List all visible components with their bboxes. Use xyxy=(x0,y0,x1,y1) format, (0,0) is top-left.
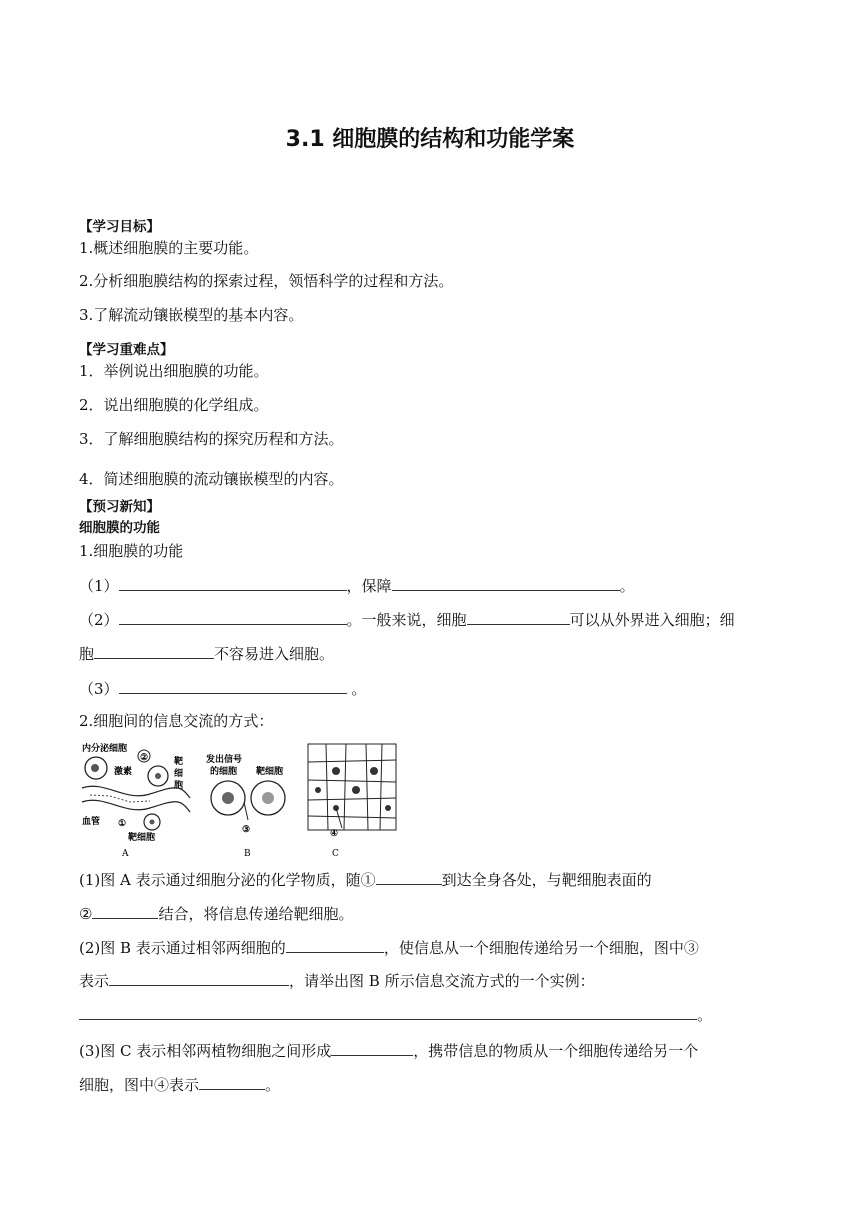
answer-blank[interactable] xyxy=(92,903,158,919)
objective-item: 2.分析细胞膜结构的探索过程，领悟科学的过程和方法。 xyxy=(79,272,454,290)
panel-c xyxy=(308,744,396,859)
label-signal-1: 发出信号 xyxy=(206,755,243,765)
pointer-line xyxy=(244,802,248,820)
vessel-upper-wall xyxy=(82,786,190,798)
item-text: 。一般来说，细胞 xyxy=(346,611,467,629)
plasmodesma-dot xyxy=(385,805,391,811)
label-mark-4: ④ xyxy=(330,829,339,839)
key-points-header: 【学习重难点】 xyxy=(79,342,174,358)
label-target-3: 胞 xyxy=(174,781,184,791)
cell-communication-figure xyxy=(80,740,400,860)
answer-blank[interactable] xyxy=(286,937,384,953)
answer-blank[interactable] xyxy=(467,609,570,625)
label-mark-1: ① xyxy=(118,819,127,829)
item-text: 。 xyxy=(697,1006,713,1024)
objectives-header: 【学习目标】 xyxy=(79,219,160,235)
answer-blank[interactable] xyxy=(94,643,214,659)
question-2-item-2-example xyxy=(79,1004,712,1025)
label-blood-vessel: 血管 xyxy=(82,817,101,827)
key-point-item: 2．说出细胞膜的化学组成。 xyxy=(79,396,269,414)
objective-item: 3.了解流动镶嵌模型的基本内容。 xyxy=(79,306,304,324)
item-text: 结合，将信息传递给靶细胞。 xyxy=(158,905,354,923)
label-mark-3: ③ xyxy=(242,825,251,835)
plasmodesma-dot xyxy=(352,786,360,794)
item-text: (3)图 C 表示相邻两植物细胞之间形成 xyxy=(79,1042,332,1060)
key-point-item: 4．简述细胞膜的流动镶嵌模型的内容。 xyxy=(79,470,344,488)
item-text: ，携带信息的物质从一个细胞传递给另一个 xyxy=(413,1042,699,1060)
answer-blank[interactable] xyxy=(109,970,289,986)
label-mark-2: ② xyxy=(140,753,149,763)
panel-b xyxy=(205,753,285,859)
target-nucleus-bottom xyxy=(150,820,155,825)
question-2-item-3 xyxy=(79,1040,698,1061)
panel-a xyxy=(82,742,190,859)
question-2-item-3-cont xyxy=(79,1074,280,1095)
item-text: 胞 xyxy=(79,645,95,663)
label-hormone: 激素 xyxy=(114,767,133,777)
preview-subheader: 细胞膜的功能 xyxy=(79,520,160,536)
label-endocrine-cell: 内分泌细胞 xyxy=(82,744,128,754)
item-prefix: （1） xyxy=(79,577,119,595)
item-text: ，请举出图 B 所示信息交流方式的一个实例： xyxy=(289,972,595,990)
objective-item: 1.概述细胞膜的主要功能。 xyxy=(79,239,259,257)
item-text: 。 xyxy=(346,680,367,698)
preview-header: 【预习新知】 xyxy=(79,499,160,515)
key-point-item: 1．举例说出细胞膜的功能。 xyxy=(79,362,269,380)
label-target-cell-b: 靶细胞 xyxy=(256,767,284,777)
item-text: 到达全身各处，与靶细胞表面的 xyxy=(441,871,652,889)
label-target-cell: 靶细胞 xyxy=(128,833,156,843)
item-text: ② xyxy=(79,905,93,923)
item-text: 不容易进入细胞。 xyxy=(214,645,335,663)
item-prefix: （2） xyxy=(79,611,119,629)
item-text: 。 xyxy=(619,577,635,595)
question-1-item-2 xyxy=(79,609,735,630)
target-cell-b-nucleus xyxy=(262,792,274,804)
item-text: 。 xyxy=(265,1076,281,1094)
item-text: 细胞，图中④表示 xyxy=(79,1076,200,1094)
signal-cell-nucleus xyxy=(222,792,234,804)
answer-blank[interactable] xyxy=(199,1074,265,1090)
answer-blank[interactable] xyxy=(392,575,620,591)
answer-blank[interactable] xyxy=(119,678,347,694)
question-2-item-1-cont xyxy=(79,903,353,924)
plasmodesma-dot xyxy=(315,787,321,793)
key-point-item: 3．了解细胞膜结构的探究历程和方法。 xyxy=(79,430,344,448)
answer-blank[interactable] xyxy=(331,1040,413,1056)
question-1-title: 1.细胞膜的功能 xyxy=(79,542,184,560)
target-nucleus xyxy=(155,773,161,779)
answer-blank[interactable] xyxy=(119,575,347,591)
vessel-lower-wall xyxy=(82,800,190,812)
item-text: (1)图 A 表示通过细胞分泌的化学物质，随① xyxy=(79,871,376,889)
answer-blank[interactable] xyxy=(376,869,442,885)
answer-blank[interactable] xyxy=(79,1004,697,1020)
item-text: (2)图 B 表示通过相邻两细胞的 xyxy=(79,939,286,957)
label-panel-c: C xyxy=(332,849,339,859)
question-1-item-3 xyxy=(79,678,366,699)
answer-blank[interactable] xyxy=(119,609,347,625)
endocrine-nucleus xyxy=(91,764,99,772)
label-signal-2: 的细胞 xyxy=(210,767,238,777)
plasmodesma-dot xyxy=(332,767,340,775)
label-panel-b: B xyxy=(244,849,251,859)
question-2-title: 2.细胞间的信息交流的方式： xyxy=(79,712,274,730)
label-target-2: 细 xyxy=(174,769,184,779)
page-title: 3.1 细胞膜的结构和功能学案 xyxy=(285,127,575,152)
item-text: ，使信息从一个细胞传递给另一个细胞，图中③ xyxy=(383,939,699,957)
plasmodesma-dot xyxy=(370,767,378,775)
label-target-1: 靶 xyxy=(174,757,184,767)
label-panel-a: A xyxy=(122,849,129,859)
question-2-item-2 xyxy=(79,937,699,958)
item-prefix: （3） xyxy=(79,680,119,698)
question-1-item-2-cont xyxy=(79,643,334,664)
item-text: ，保障 xyxy=(346,577,392,595)
item-text: 表示 xyxy=(79,972,110,990)
item-text: 可以从外界进入细胞；细 xyxy=(569,611,735,629)
question-2-item-1 xyxy=(79,869,652,890)
question-1-item-1 xyxy=(79,575,635,596)
question-2-item-2-cont xyxy=(79,970,595,991)
